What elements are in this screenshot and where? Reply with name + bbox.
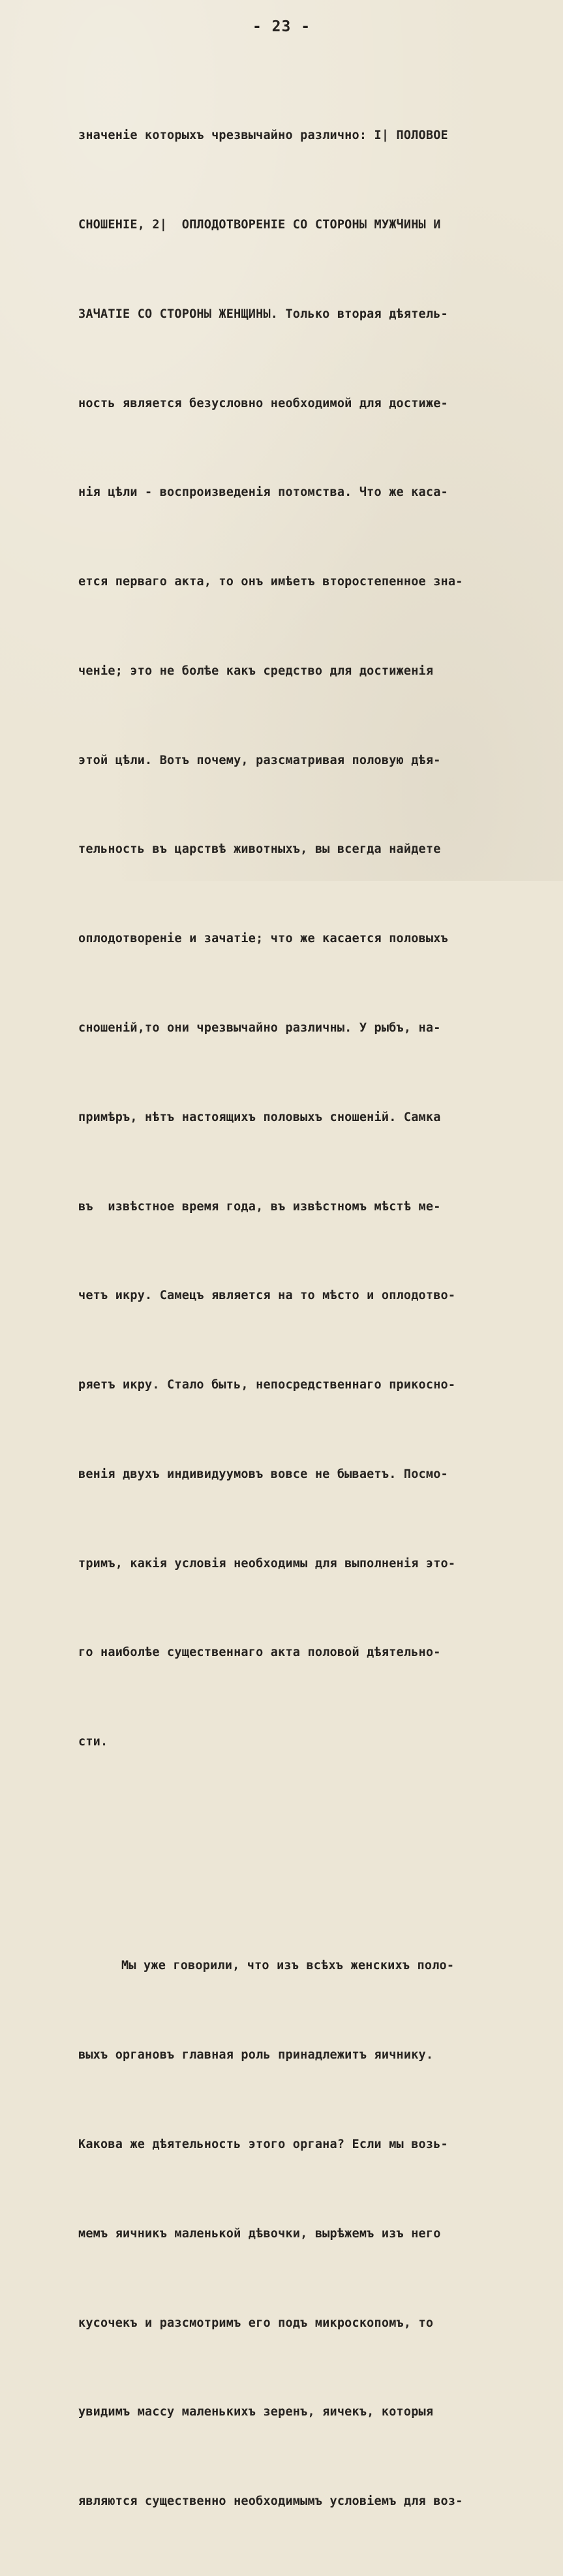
text-line: являются существенно необходимымъ условiемъ для воз- (78, 2494, 463, 2509)
text-line: этой цѣли. Вотъ почему, разсматривая половую дѣя- (78, 753, 441, 767)
text-line: ется перваго акта, то онъ имѣетъ второстепенное зна- (78, 575, 463, 589)
text-line: ность является безусловно необходимой для достиже- (78, 396, 448, 410)
text-line: оплодотворенiе и зачатiе; что же касается половыхъ (78, 932, 448, 946)
page-number: - 23 - (252, 18, 311, 35)
text-line: мемъ яичникъ маленькой дѣвочки, вырѣжемъ изъ него (78, 2226, 441, 2241)
text-line: сношенiй,то они чрезвычайно различны. У рыбъ, на- (78, 1021, 441, 1035)
body-text (78, 61, 548, 2576)
text-line: четъ икру. Самецъ является на то мѣсто и оплодотво- (78, 1289, 456, 1303)
text-line: нiя цѣли - воспроизведенiя потомства. Что же каса- (78, 485, 448, 500)
text-line: увидимъ массу маленькихъ зеренъ, яичекъ, которыя (78, 2405, 434, 2419)
text-line: въ извѣстное время года, въ извѣстномъ мѣстѣ ме- (78, 1199, 441, 1214)
text-line: кусочекъ и разсмотримъ его подъ микроскопомъ, то (78, 2316, 434, 2330)
text-line: сти. (78, 1735, 108, 1749)
text-line: го наиболѣе существеннаго акта половой дѣятельно- (78, 1646, 441, 1660)
text-line: венiя двухъ индивидуумовъ вовсе не бываетъ. Посмо- (78, 1467, 448, 1481)
text-line: тримъ, какiя условiя необходимы для выполненiя это- (78, 1556, 456, 1571)
paragraph-gap (78, 1847, 548, 1862)
text-line: Мы уже говорили, что изъ всѣхъ женскихъ поло- (121, 1959, 455, 1973)
text-line: ЗАЧАТIЕ СО СТОРОНЫ ЖЕНЩИНЫ. Только вторая дѣятель- (78, 307, 448, 321)
text-line: выхъ органовъ главная роль принадлежитъ яичнику. (78, 2048, 434, 2062)
text-line: ченiе; это не болѣе какъ средство для достиженiя (78, 664, 434, 678)
text-line: ряетъ икру. Стало быть, непосредственнаго прикосно- (78, 1378, 456, 1392)
text-line: СНОШЕНIЕ, 2| ОПЛОДОТВОРЕНIЕ СО СТОРОНЫ МУЖЧИНЫ И (78, 217, 441, 232)
text-line: Какова же дѣятельность этого органа? Если мы возь- (78, 2137, 448, 2151)
text-line: тельность въ царствѣ животныхъ, вы всегда найдете (78, 842, 441, 857)
text-line: примѣръ, нѣтъ настоящихъ половыхъ сношенiй. Самка (78, 1110, 441, 1124)
text-line: значенiе которыхъ чрезвычайно различно: I| ПОЛОВОЕ (78, 129, 448, 143)
